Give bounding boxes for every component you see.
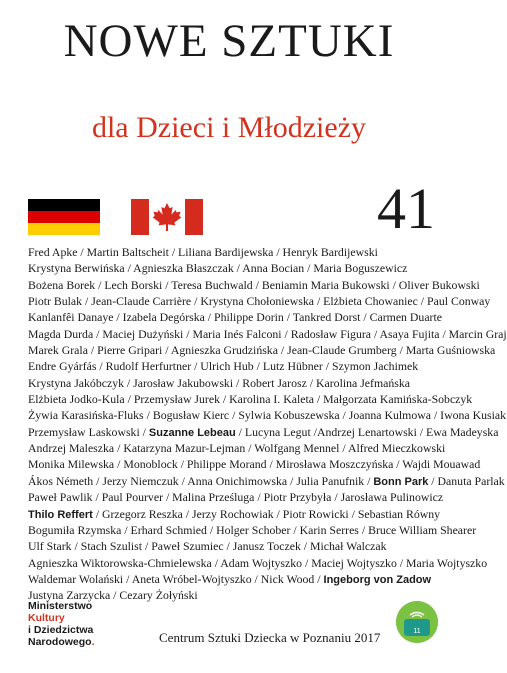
author-text: / Lucyna Legut /Andrzej Lenartowski / Ewa Madeyska — [235, 424, 499, 439]
author-line — [28, 326, 507, 342]
author-line — [28, 506, 448, 522]
author-list — [28, 244, 507, 604]
author-line — [28, 358, 448, 374]
ministry-logo — [28, 600, 95, 648]
author-line — [28, 407, 507, 423]
author-line — [28, 456, 481, 472]
author-line — [28, 391, 473, 407]
author-line — [28, 293, 491, 309]
publisher-line: Centrum Sztuki Dziecka w Poznaniu 2017 — [159, 630, 381, 645]
magazine-title: NOWE SZTUKI — [63, 15, 395, 67]
ministry-line-3: i Dziedzictwa — [28, 624, 94, 636]
author-text: Magda Durda / Maciej Dużyński / Maria Inés Falconi / Radosław Figura / Asaya Fujita / Marcin Graj — [28, 326, 507, 341]
canada-flag — [131, 199, 203, 235]
magazine-subtitle: dla Dzieci i Młodzieży — [91, 111, 367, 144]
author-line — [28, 375, 448, 391]
author-line — [28, 342, 496, 358]
ministry-line-4: Narodowego — [28, 636, 92, 648]
badge-number: 11 — [413, 628, 421, 635]
author-text: Krystyna Jakóbczyk / Jarosław Jakubowski / Robert Jarosz / Karolina Jefmańska — [28, 375, 410, 390]
author-line — [28, 424, 499, 440]
author-line — [28, 244, 448, 260]
author-text: Waldemar Wolański / Aneta Wróbel-Wojtyszko / Nick Wood / — [28, 571, 324, 586]
author-line — [28, 538, 448, 554]
author-text: Ákos Németh / Jerzy Niemczuk / Anna Onichimowska / Julia Panufnik / — [28, 473, 374, 488]
author-line — [28, 277, 480, 293]
author-text: Piotr Bulak / Jean-Claude Carrière / Krystyna Chołoniewska / Elżbieta Chowaniec / Paul Conway — [28, 294, 491, 309]
author-text: Monika Milewska / Monoblock / Philippe Morand / Mirosława Moszczyńska / Wajdi Mouawad — [28, 457, 481, 472]
author-text: Fred Apke / Martin Baltscheit / Liliana Bardijewska / Henryk Bardijewski — [28, 245, 378, 259]
publisher-badge-icon — [396, 601, 438, 643]
maple-leaf-icon — [153, 203, 182, 231]
author-line — [28, 309, 448, 325]
author-line — [28, 260, 448, 276]
author-text: Andrzej Maleszka / Katarzyna Mazur-Lejman / Wolfgang Mennel / Alfred Mieczkowski — [28, 441, 446, 456]
author-text: / Grzegorz Reszka / Jerzy Rochowiak / Piotr Rowicki / Sebastian Równy — [92, 506, 441, 521]
author-line — [28, 571, 448, 587]
author-text: Marek Grala / Pierre Gripari / Agnieszka Grudzińska / Jean-Claude Grumberg / Marta Guśniowska — [28, 343, 496, 358]
author-text: Ulf Stark / Stach Szulist / Paweł Szumiec / Janusz Toczek / Michał Walczak — [28, 539, 387, 554]
author-line — [28, 555, 488, 571]
featured-author: Ingeborg von Zadow — [323, 573, 432, 586]
featured-author: Suzanne Lebeau — [148, 426, 236, 439]
author-text: Żywia Karasińska-Fluks / Bogusław Kierc / Sylwia Kobuszewska / Joanna Kulmowa / Iwona Kusiak — [28, 408, 507, 423]
featured-author: Bonn Park — [373, 475, 429, 488]
ministry-dot: . — [91, 636, 95, 648]
author-text: / Danuta Parlak — [428, 473, 505, 488]
author-text: Endre Gyárfás / Rudolf Herfurtner / Ulrich Hub / Lutz Hübner / Szymon Jachimek — [28, 359, 419, 374]
author-line — [28, 489, 448, 505]
author-text: Agnieszka Wiktorowska-Chmielewska / Adam Wojtyszko / Maciej Wojtyszko / Maria Wojtyszko — [28, 555, 488, 570]
germany-flag — [28, 199, 100, 235]
author-text: Krystyna Berwińska / Agnieszka Błaszczak / Anna Bocian / Maria Boguszewicz — [28, 261, 408, 276]
badge-graphic — [396, 601, 438, 643]
canada-flag-graphic — [131, 199, 203, 235]
flag-stripe-gold — [28, 223, 100, 235]
author-text: Przemysław Laskowski / — [28, 424, 149, 439]
author-line — [28, 522, 477, 538]
author-text: Bożena Borek / Lech Borski / Teresa Buchwald / Beniamin Maria Bukowski / Oliver Bukowski — [28, 277, 480, 292]
ministry-line-2: Kultury — [28, 612, 65, 624]
issue-number: 41 — [377, 176, 435, 241]
author-text: Bogumiła Rzymska / Erhard Schmied / Holger Schober / Karin Serres / Bruce William Shearer — [28, 522, 477, 537]
author-line — [28, 473, 505, 489]
author-text: Justyna Zarzycka / Cezary Żołyński — [28, 588, 198, 603]
author-line — [28, 440, 448, 456]
featured-author: Thilo Reffert — [28, 508, 93, 521]
author-text: Kanlanfêi Danaye / Izabela Degórska / Philippe Dorin / Tankred Dorst / Carmen Duarte — [28, 310, 443, 325]
author-text: Paweł Pawlik / Paul Pourver / Malina Prześluga / Piotr Przybyła / Jarosława Pulinowicz — [28, 490, 444, 505]
author-text: Elżbieta Jodko-Kula / Przemysław Jurek / Karolina I. Kaleta / Małgorzata Kamińska-Sobczyk — [28, 392, 473, 407]
flag-stripe-red — [28, 211, 100, 223]
flag-stripe-black — [28, 199, 100, 211]
ministry-line-1: Ministerstwo — [28, 600, 93, 612]
